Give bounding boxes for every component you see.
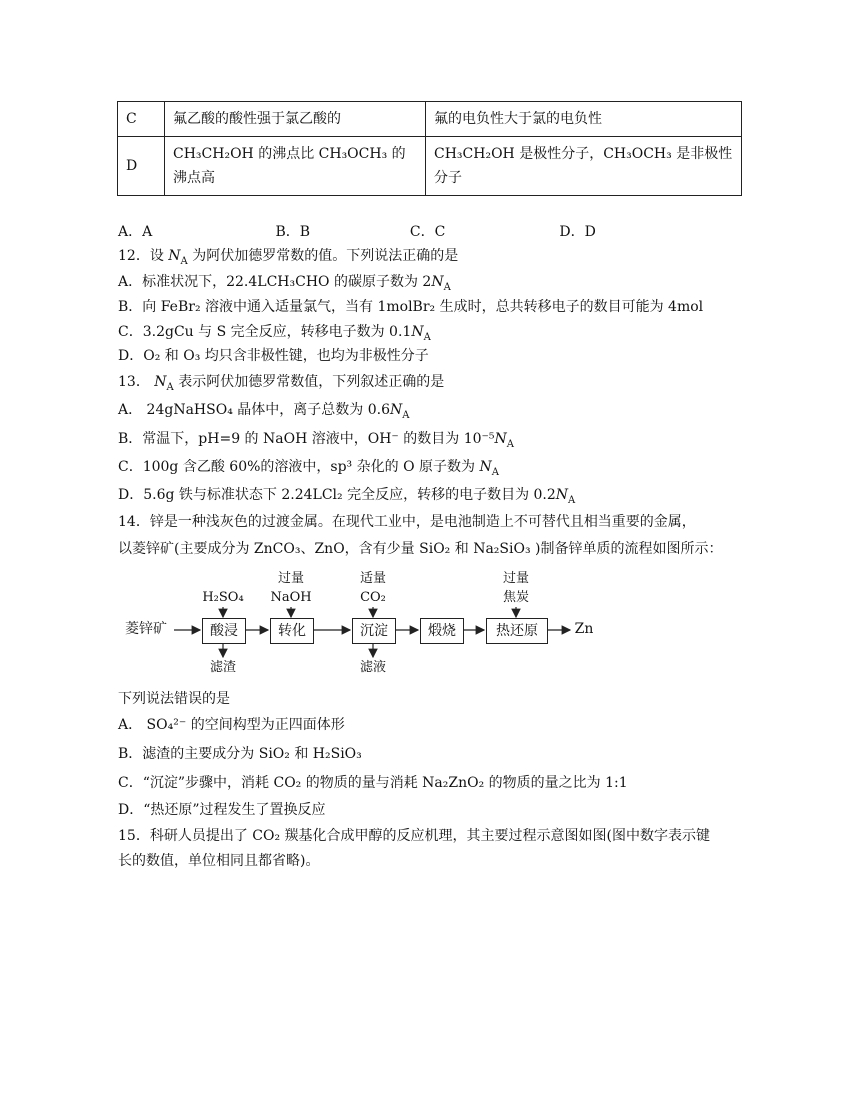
row-statement: CH₃CH₂OH 的沸点比 CH₃OCH₃ 的沸点高	[165, 137, 426, 196]
output-residue: 滤渣	[209, 660, 236, 675]
output-filtrate: 滤液	[359, 660, 386, 675]
q13-option-c: C．100g 含乙酸 60%的溶液中，sp³ 杂化的 O 原子数为 $N_A$	[118, 459, 499, 478]
option-c: C．C	[409, 224, 446, 240]
q14-option-d: D．“热还原”过程发生了置换反应	[118, 802, 326, 818]
q12-option-c: C．3.2gCu 与 S 完全反应，转移电子数为 $0.1N_A$	[118, 324, 431, 343]
option-b: B．B	[275, 224, 311, 240]
q13-option-b: B．常温下，pH=9 的 NaOH 溶液中，OH⁻ 的数目为 $10^{-5}N_A$	[118, 431, 515, 450]
option-a: A．A	[118, 224, 153, 240]
flow-end: Zn	[574, 621, 594, 637]
q13-option-a: A． 24gNaHSO₄ 晶体中，离子总数为 $0.6N_A$	[118, 402, 410, 421]
reagent-co2-qty: 适量	[359, 571, 386, 586]
q15-line-1: 15．科研人员提出了 CO₂ 羰基化合成甲醇的反应机理，其主要过程示意图如图(图中数字表示键	[118, 828, 710, 844]
flow-step-acid-leach: 酸浸	[202, 618, 246, 644]
flow-step-precipitate: 沉淀	[352, 618, 396, 644]
row-key: C	[118, 102, 165, 137]
q12-stem: 12．设 $N_A$ 为阿伏加德罗常数的值。下列说法正确的是	[118, 248, 459, 267]
table-row	[118, 137, 742, 196]
q12-option-d: D．O₂ 和 O₃ 均只含非极性键，也均为非极性分子	[118, 348, 429, 364]
reagent-naoh: NaOH	[270, 590, 312, 605]
reagent-naoh-qty: 过量	[277, 571, 304, 586]
option-d: D．D	[559, 224, 596, 240]
flow-start: 菱锌矿	[125, 621, 167, 637]
q14-line-1: 14．锌是一种浅灰色的过渡金属。在现代工业中，是电池制造上不可替代且相当重要的金属，	[118, 514, 696, 530]
row-key: D	[118, 137, 165, 196]
q13-stem: 13． $N_A$ 表示阿伏加德罗常数值，下列叙述正确的是	[118, 374, 445, 393]
flow-step-calcine: 煅烧	[420, 618, 464, 644]
flow-step-thermal-reduction: 热还原	[486, 618, 548, 644]
q14-line-2: 以菱锌矿(主要成分为 ZnCO₃、ZnO，含有少量 SiO₂ 和 Na₂SiO₃ )制备锌单质的流程如图所示：	[118, 541, 723, 557]
q15-line-2: 长的数值，单位相同且都省略)。	[118, 853, 320, 869]
row-statement: 氟乙酸的酸性强于氯乙酸的	[165, 102, 426, 137]
table-row	[118, 102, 742, 137]
reagent-coke: 焦炭	[502, 590, 529, 605]
flow-step-convert: 转化	[270, 618, 314, 644]
reagent-coke-qty: 过量	[502, 571, 529, 586]
reagent-h2so4: H₂SO₄	[202, 590, 244, 605]
q14-option-c: C．“沉淀”步骤中，消耗 CO₂ 的物质的量与消耗 Na₂ZnO₂ 的物质的量之比为 1:1	[118, 775, 628, 791]
reagent-co2: CO₂	[360, 590, 386, 605]
q12-option-a: A．标准状况下，22.4LCH₃CHO 的碳原子数为 $2N_A$	[118, 274, 451, 293]
q13-option-d: D．5.6g 铁与标准状态下 2.24LCl₂ 完全反应，转移的电子数目为 $0.2N_A$	[118, 487, 576, 506]
q11-options	[118, 222, 596, 242]
q14-option-a: A． SO₄²⁻ 的空间构型为正四面体形	[118, 717, 345, 733]
process-flow-diagram	[118, 565, 608, 680]
q14-option-b: B．滤渣的主要成分为 SiO₂ 和 H₂SiO₃	[118, 746, 362, 762]
answer-table	[117, 101, 742, 196]
q14-after: 下列说法错误的是	[118, 691, 230, 707]
row-explanation: 氟的电负性大于氯的电负性	[426, 102, 742, 137]
row-explanation: CH₃CH₂OH 是极性分子，CH₃OCH₃ 是非极性分子	[426, 137, 742, 196]
q12-option-b: B．向 FeBr₂ 溶液中通入适量氯气，当有 1molBr₂ 生成时，总共转移电子的数目可能为 4mol	[118, 299, 704, 315]
